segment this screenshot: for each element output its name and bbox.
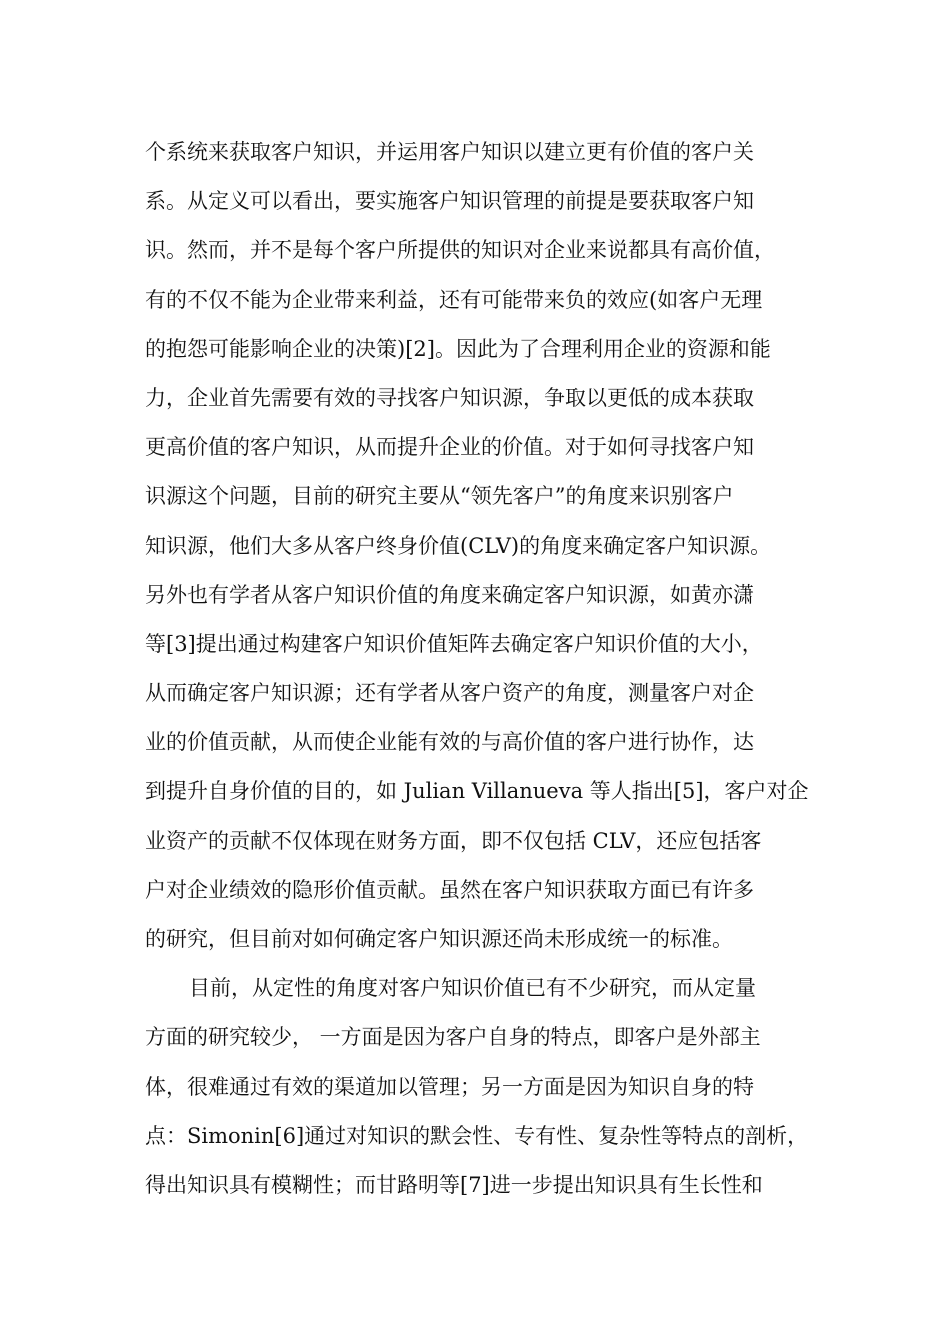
text-line: 到提升自身价值的目的，如 Julian Villanueva 等人指出[5]，客户对企 [145,779,809,804]
text-line: 从而确定客户知识源；还有学者从客户资产的角度，测量客户对企 [145,681,754,706]
paragraph-start-line: 目前，从定性的角度对客户知识价值已有不少研究，而从定量 [189,976,756,1001]
text-line: 力，企业首先需要有效的寻找客户知识源，争取以更低的成本获取 [145,385,754,410]
text-line: 更高价值的客户知识，从而提升企业的价值。对于如何寻找客户知 [145,435,754,460]
text-line: 点：Simonin[6]通过对知识的默会性、专有性、复杂性等特点的剖析， [145,1123,809,1148]
text-line: 户对企业绩效的隐形价值贡献。虽然在客户知识获取方面已有许多 [145,877,754,902]
text-line: 得出知识具有模糊性；而甘路明等[7]进一步提出知识具有生长性和 [145,1172,763,1197]
text-line: 有的不仅不能为企业带来利益，还有可能带来负的效应(如客户无理 [145,287,763,312]
text-line: 识源这个问题，目前的研究主要从“领先客户”的角度来识别客户 [145,484,734,509]
text-line: 体，很难通过有效的渠道加以管理；另一方面是因为知识自身的特 [145,1074,754,1099]
text-line: 识。然而，并不是每个客户所提供的知识对企业来说都具有高价值， [145,238,775,263]
text-line: 系。从定义可以看出，要实施客户知识管理的前提是要获取客户知 [145,189,754,214]
text-line: 个系统来获取客户知识，并运用客户知识以建立更有价值的客户关 [145,140,754,164]
text-line: 等[3]提出通过构建客户知识价值矩阵去确定客户知识价值的大小， [145,631,763,656]
text-line: 方面的研究较少， 一方面是因为客户自身的特点，即客户是外部主 [145,1025,761,1050]
body-text [145,128,845,1210]
text-line: 另外也有学者从客户知识价值的角度来确定客户知识源，如黄亦潇 [145,582,754,607]
text-line: 知识源，他们大多从客户终身价值(CLV)的角度来确定客户知识源。 [145,533,772,558]
text-line: 业的价值贡献，从而使企业能有效的与高价值的客户进行协作，达 [145,730,754,755]
text-line: 的抱怨可能影响企业的决策)[2]。因此为了合理利用企业的资源和能 [145,336,771,361]
text-line: 业资产的贡献不仅体现在财务方面，即不仅包括 CLV，还应包括客 [145,828,762,853]
text-line: 的研究，但目前对如何确定客户知识源还尚未形成统一的标准。 [145,927,733,951]
